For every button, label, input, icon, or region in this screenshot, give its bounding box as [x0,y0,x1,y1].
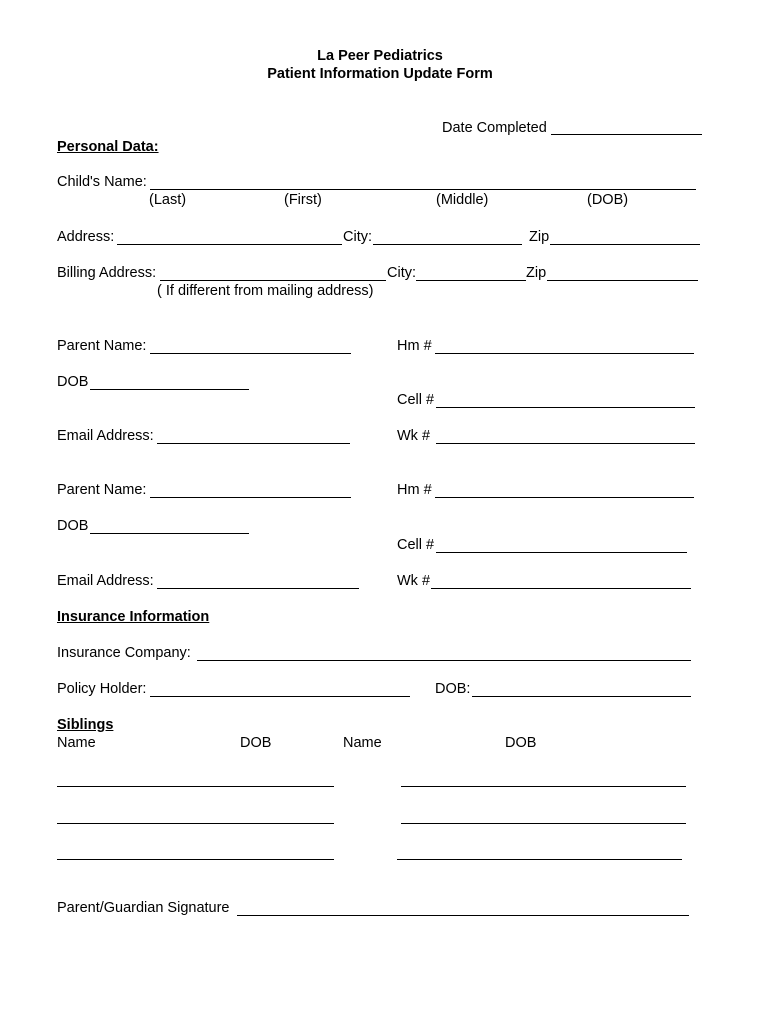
parent2-name-label: Parent Name: [57,482,147,498]
siblings-col-name-2: Name [343,735,382,751]
parent2-hm-field[interactable] [435,497,694,498]
child-name-label: Child's Name: [57,174,147,190]
billing-address-field[interactable] [160,280,386,281]
address-field[interactable] [117,244,342,245]
siblings-col-dob-2: DOB [505,735,537,751]
parent1-cell-field[interactable] [436,407,695,408]
insurance-heading: Insurance Information [57,609,210,625]
parent2-wk-field[interactable] [431,588,691,589]
parent1-cell-label: Cell # [397,392,435,408]
sibling-line-right-2[interactable] [401,823,686,824]
signature-label: Parent/Guardian Signature [57,900,230,916]
parent1-dob-field[interactable] [90,389,249,390]
parent1-wk-field[interactable] [436,443,695,444]
parent2-wk-label: Wk # [397,573,431,589]
billing-address-label: Billing Address: [57,265,157,281]
billing-note: ( If different from mailing address) [157,283,374,299]
parent1-wk-label: Wk # [397,428,431,444]
siblings-col-name-1: Name [57,735,96,751]
child-name-field[interactable] [150,189,696,190]
sibling-line-left-1[interactable] [57,786,334,787]
policy-holder-label: Policy Holder: [57,681,147,697]
child-name-middle-caption: (Middle) [436,192,489,208]
policy-holder-field[interactable] [150,696,410,697]
signature-field[interactable] [237,915,689,916]
parent2-name-field[interactable] [150,497,351,498]
personal-data-heading: Personal Data: [57,139,159,155]
parent2-cell-label: Cell # [397,537,435,553]
sibling-line-right-1[interactable] [401,786,686,787]
sibling-line-left-3[interactable] [57,859,334,860]
billing-zip-field[interactable] [547,280,698,281]
child-dob-caption: (DOB) [587,192,629,208]
city-field[interactable] [373,244,522,245]
date-completed-field[interactable] [551,134,702,135]
siblings-heading: Siblings [57,717,114,733]
parent1-hm-field[interactable] [435,353,694,354]
child-name-last-caption: (Last) [149,192,187,208]
parent1-email-field[interactable] [157,443,350,444]
parent2-dob-label: DOB [57,518,89,534]
sibling-line-right-3[interactable] [397,859,682,860]
parent1-email-label: Email Address: [57,428,154,444]
child-name-first-caption: (First) [284,192,322,208]
sibling-line-left-2[interactable] [57,823,334,824]
address-label: Address: [57,229,115,245]
parent1-hm-label: Hm # [397,338,432,354]
parent2-dob-field[interactable] [90,533,249,534]
policy-holder-dob-field[interactable] [472,696,691,697]
parent1-dob-label: DOB [57,374,89,390]
date-completed-label: Date Completed [442,120,547,136]
parent2-email-field[interactable] [157,588,359,589]
zip-field[interactable] [550,244,700,245]
parent1-name-label: Parent Name: [57,338,147,354]
zip-label: Zip [529,229,550,245]
parent2-hm-label: Hm # [397,482,432,498]
practice-name: La Peer Pediatrics [317,48,443,64]
parent1-name-field[interactable] [150,353,351,354]
billing-zip-label: Zip [526,265,547,281]
form-title: Patient Information Update Form [267,66,493,82]
insurance-company-field[interactable] [197,660,691,661]
insurance-company-label: Insurance Company: [57,645,191,661]
billing-city-label: City: [387,265,416,281]
siblings-col-dob-1: DOB [240,735,272,751]
city-label: City: [343,229,372,245]
parent2-email-label: Email Address: [57,573,154,589]
policy-holder-dob-label: DOB: [435,681,471,697]
parent2-cell-field[interactable] [436,552,687,553]
billing-city-field[interactable] [416,280,526,281]
